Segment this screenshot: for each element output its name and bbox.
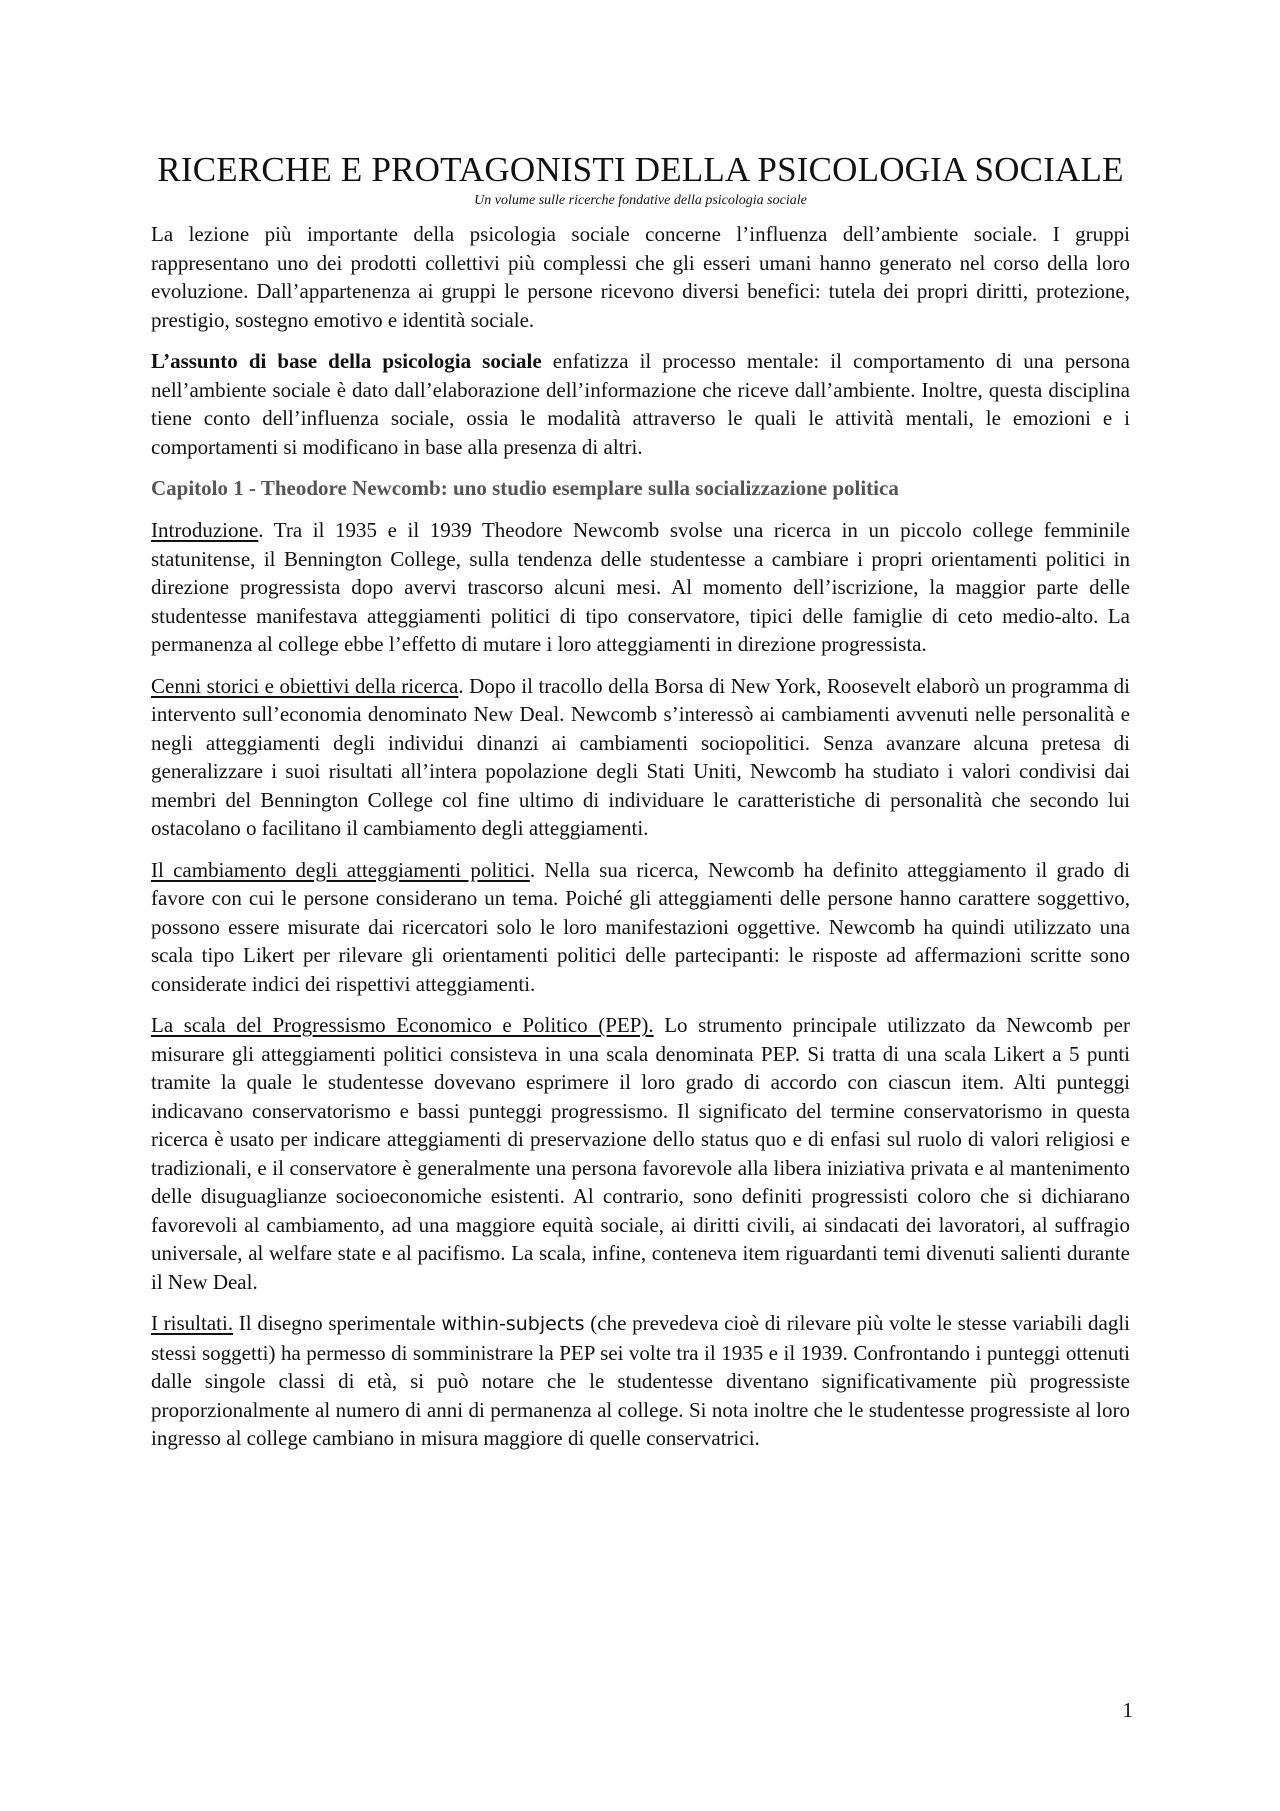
page-number: 1 <box>1122 1698 1133 1722</box>
section-text: . Tra il 1935 e il 1939 Theodore Newcomb svolse una ricerca in un piccolo college femminile statunitense, il Bennington College, sulla tendenza delle studentesse a cambiare i propri orientamenti politici in direzione progressista dopo avervi trascorso alcuni mesi. Al momento dell’iscrizione, la maggior parte delle studentesse manifestava atteggiamenti politici di tipo conservatore, tipici delle famiglie di ceto medio-alto. La permanenza al college ebbe l’effetto di mutare i loro atteggiamenti in direzione progressista. <box>151 518 1130 656</box>
section-label: Cenni storici e obiettivi della ricerca <box>151 673 459 698</box>
intro-paragraph: La lezione più importante della psicologia sociale concerne l’influenza dell’ambiente sociale. I gruppi rappresentano uno dei prodotti collettivi più complessi che gli esseri umani hanno generato nel corso della loro evoluzione. Dall’appartenenza ai gruppi le persone ricevono diversi benefici: tutela dei propri diritti, protezione, prestigio, sostegno emotivo e identità sociale. <box>151 222 1130 332</box>
section-text: Lo strumento principale utilizzato da Newcomb per misurare gli atteggiamenti politici consisteva in una scala denominata PEP. Si tratta di una scala Likert a 5 punti tramite la quale le studentesse dovevano esprimere il loro grado di accordo con ciascun item. Alti punteggi indicavano conservatorismo e bassi punteggi progressismo. Il significato del termine conservatorismo in questa ricerca è usato per indicare atteggiamenti di preservazione dello status quo e di enfasi sul ruolo di valori religiosi e tradizionali, e il conservatore è generalmente una persona favorevole alla libera iniziativa privata e al mantenimento delle disuguaglianze socioeconomiche esistenti. Al contrario, sono definiti progressisti coloro che si dichiarano favorevoli al cambiamento, ad una maggiore equità sociale, ai diritti civili, ai sindacati dei lavoratori, al suffragio universale, al welfare state e al pacifismo. La scala, infine, conteneva item riguardanti temi divenuti salienti durante il New Deal. <box>151 1013 1130 1294</box>
section-label: Il cambiamento degli atteggiamenti politici <box>151 857 530 882</box>
section-text: . Dopo il tracollo della Borsa di New York, Roosevelt elaborò un programma di intervento sull’economia denominato New Deal. Newcomb s’interessò ai cambiamenti avvenuti nelle personalità e negli atteggiamenti degli individui dinanzi ai cambiamenti sociopolitici. Senza avanzare alcuna pretesa di generalizzare i suoi risultati all’intera popolazione degli Stati Uniti, Newcomb ha studiato i valori condivisi dai membri del Bennington College col fine ultimo di individuare le caratteristiche di personalità che secondo lui ostacolano o facilitano il cambiamento degli atteggiamenti. <box>151 673 1130 840</box>
document-title: RICERCHE E PROTAGONISTI DELLA PSICOLOGIA SOCIALE <box>157 150 1124 189</box>
section-label: La scala del Progressismo Economico e Politico (PEP). <box>151 1013 654 1037</box>
within-subjects-term: within-subjects <box>441 1313 585 1335</box>
section-text: (che prevedeva cioè di rilevare più volte le stesse variabili dagli stessi soggetti) ha permesso di somministrare la PEP sei volte tra il 1935 e il 1939. Confrontando i punteggi ottenuti dalle singole classi di età, si può notare che le studentesse diventano significativamente più progressiste proporzionalmente al numero di anni di permanenza al college. Si nota inoltre che le studentesse progressiste al loro ingresso al college cambiano in misura maggiore di quelle conservatrici. <box>151 1311 1130 1450</box>
section-text: Il disegno sperimentale <box>233 1311 442 1335</box>
section-introduzione <box>151 516 1130 659</box>
section-text: . Nella sua ricerca, Newcomb ha definito atteggiamento il grado di favore con cui le persone considerano un tema. Poiché gli atteggiamenti delle persone hanno carattere soggettivo, possono essere misurate dai ricercatori solo le loro manifestazioni oggettive. Newcomb ha quindi utilizzato una scala tipo Likert per rilevare gli orientamenti politici delle partecipanti: le risposte ad affermazioni scritte sono considerate indici dei rispettivi atteggiamenti. <box>151 857 1130 996</box>
section-risultati <box>151 1309 1130 1453</box>
assunto-lead: L’assunto di base della psicologia sociale <box>151 349 542 373</box>
section-scala-pep <box>151 1011 1130 1296</box>
document-subtitle: Un volume sulle ricerche fondative della psicologia sociale <box>474 193 807 208</box>
assunto-paragraph <box>151 347 1130 461</box>
assunto-text: enfatizza il processo mentale: il comportamento di una persona nell’ambiente sociale è dato dall’elaborazione dell’informazione che riceve dall’ambiente. Inoltre, questa disciplina tiene conto dell’influenza sociale, ossia le modalità attraverso le quali le attività mentali, le emozioni e i comportamenti si modificano in base alla presenza di altri. <box>151 349 1130 459</box>
section-cenni-storici <box>151 672 1130 843</box>
section-label: I risultati. <box>151 1311 234 1335</box>
document-page <box>151 150 1130 1466</box>
section-label: Introduzione <box>151 518 259 542</box>
section-cambiamento <box>151 856 1130 999</box>
chapter-heading: Capitolo 1 - Theodore Newcomb: uno studio esemplare sulla socializzazione politica <box>151 476 899 500</box>
